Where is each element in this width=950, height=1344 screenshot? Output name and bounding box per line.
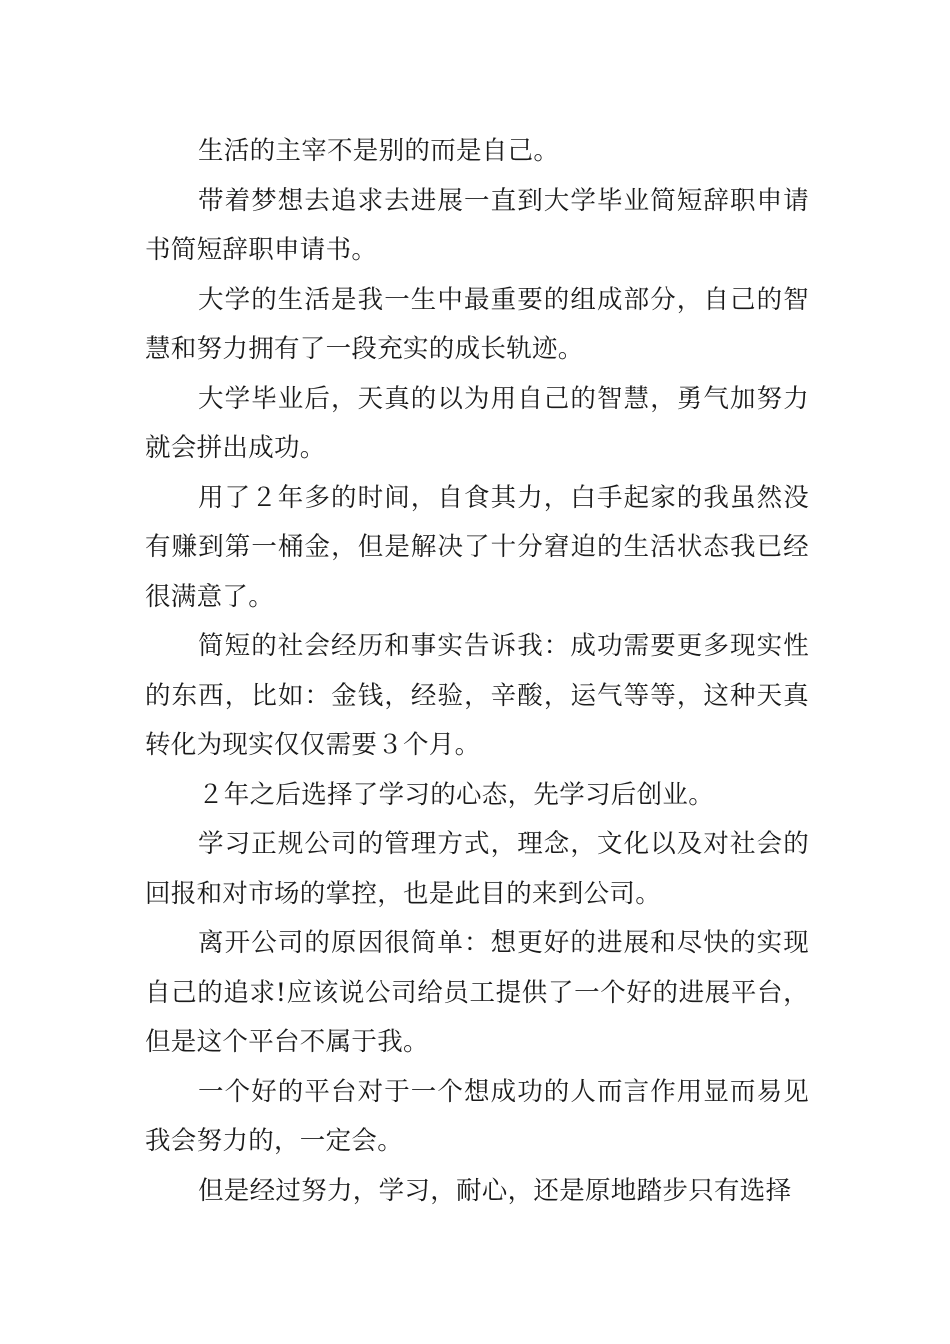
paragraph: 用了２年多的时间，自食其力，白手起家的我虽然没有赚到第一桶金，但是解决了十分窘迫的生活状态我已经很满意了。 [145,482,809,612]
paragraph: 学习正规公司的管理方式，理念，文化以及对社会的回报和对市场的掌控，也是此目的来到公司。 [145,829,809,909]
paragraph: 生活的主宰不是别的而是自己。 [198,136,560,166]
document-body [145,127,809,1216]
paragraph: ２年之后选择了学习的心态，先学习后创业。 [198,779,715,810]
paragraph: 离开公司的原因很简单：想更好的进展和尽快的实现自己的追求!应该说公司给员工提供了一个好的进展平台，但是这个平台不属于我。 [145,928,809,1057]
paragraph: 带着梦想去追求去进展一直到大学毕业简短辞职申请书简短辞职申请书。 [145,185,809,265]
paragraph: 一个好的平台对于一个想成功的人而言作用显而易见我会努力的，一定会。 [145,1076,809,1156]
paragraph: 但是经过努力，学习，耐心，还是原地踏步只有选择 [198,1175,792,1206]
paragraph: 简短的社会经历和事实告诉我：成功需要更多现实性的东西，比如：金钱，经验，辛酸，运气等等，这种天真转化为现实仅仅需要３个月。 [145,631,809,760]
paragraph: 大学的生活是我一生中最重要的组成部分，自己的智慧和努力拥有了一段充实的成长轨迹。 [145,284,809,364]
paragraph: 大学毕业后，天真的以为用自己的智慧，勇气加努力就会拼出成功。 [145,383,809,463]
